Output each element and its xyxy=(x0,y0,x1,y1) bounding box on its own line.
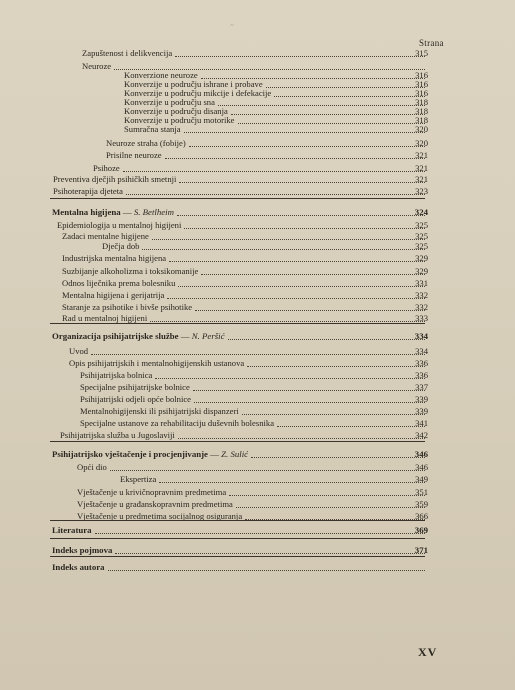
dot-leader xyxy=(228,333,425,340)
toc-entry-page: 320 xyxy=(415,138,428,148)
toc-entry-text: Mentalna higijena i gerijatrija xyxy=(62,290,165,300)
dot-leader xyxy=(201,72,425,79)
toc-entry-title xyxy=(69,358,244,369)
toc-entry-page: 325 xyxy=(415,241,428,251)
toc-entry xyxy=(77,499,428,510)
toc-section-text: Organizacija psihijatrijske službe xyxy=(52,331,179,341)
toc-entry-page: 346 xyxy=(415,462,428,472)
toc-entry-text: Psihoterapija djeteta xyxy=(53,186,123,196)
dot-leader xyxy=(277,420,425,427)
toc-entry-page: 316 xyxy=(415,79,428,89)
toc-entry-text: Opći dio xyxy=(77,462,107,472)
toc-entry-text: Sumračna stanja xyxy=(124,124,181,134)
dot-leader xyxy=(167,292,425,299)
toc-entry-text: Suzbijanje alkoholizma i toksikomanije xyxy=(62,266,199,276)
toc-entry-text: Preventiva dječjih psihičkih smetnji xyxy=(53,174,177,184)
toc-entry-page: 321 xyxy=(415,174,428,184)
toc-entry-text: Konverzije u području motorike xyxy=(124,115,235,125)
toc-entry-title xyxy=(69,346,88,357)
toc-entry-title xyxy=(62,278,175,289)
toc-entry-title xyxy=(80,394,191,405)
toc-entry xyxy=(62,290,428,301)
dot-leader xyxy=(123,165,425,172)
dot-leader xyxy=(152,233,425,240)
toc-section-text: Psihijatrijsko vještačenje i procjenjivanje xyxy=(52,449,208,459)
dot-leader xyxy=(179,176,425,183)
dot-leader xyxy=(245,513,425,520)
toc-entry-page: 325 xyxy=(415,231,428,241)
dot-leader xyxy=(251,451,425,458)
dot-leader xyxy=(247,360,425,367)
toc-entry-text: Epidemiologija u mentalnoj higijeni xyxy=(57,220,182,230)
toc-entry-text: Vještačenje u građanskopravnim predmetima xyxy=(77,499,233,509)
toc-entry-title xyxy=(57,220,181,231)
dot-leader xyxy=(218,99,425,106)
toc-entry-page: 337 xyxy=(415,382,428,392)
dot-leader xyxy=(229,489,425,496)
toc-entry xyxy=(57,220,428,231)
toc-section-text: Mentalna higijena xyxy=(52,207,121,217)
toc-section-page: 369 xyxy=(414,525,428,535)
toc-entry-page: 359 xyxy=(415,499,428,509)
toc-entry-title xyxy=(53,174,176,185)
dot-leader xyxy=(193,384,425,391)
toc-entry-title xyxy=(62,302,192,313)
toc-entry xyxy=(53,186,428,197)
dot-leader xyxy=(184,126,425,133)
toc-entry xyxy=(80,394,428,405)
toc-entry-text: Neuroze straha (fobije) xyxy=(106,138,186,148)
toc-entry-page: 318 xyxy=(415,106,428,116)
toc-entry-page: 329 xyxy=(415,266,428,276)
toc-entry-text: Opis psihijatrijskih i mentalnohigijenskih ustanova xyxy=(69,358,245,368)
toc-entry-page: 318 xyxy=(415,115,428,125)
dot-leader xyxy=(95,527,425,534)
dot-leader xyxy=(108,564,425,571)
toc-entry-title xyxy=(62,253,166,264)
toc-section-author: S. Betlheim xyxy=(133,207,174,217)
toc-entry xyxy=(77,462,428,473)
dot-leader xyxy=(155,372,425,379)
dot-leader xyxy=(189,140,425,147)
toc-entry-page: 320 xyxy=(415,124,428,134)
toc-section-title xyxy=(52,525,92,536)
toc-section-author: Z. Sulić xyxy=(221,449,249,459)
toc-section xyxy=(52,449,428,460)
section-divider xyxy=(50,538,425,539)
toc-section xyxy=(52,525,428,536)
toc-entry-title xyxy=(77,499,233,510)
toc-section xyxy=(52,331,428,342)
toc-entry-page: 323 xyxy=(415,186,428,196)
toc-entry-text: Dječja dob xyxy=(102,241,140,251)
toc-section xyxy=(52,562,428,573)
toc-entry-text: Industrijska mentalna higijena xyxy=(62,253,167,263)
toc-entry-page: 349 xyxy=(415,474,428,484)
section-divider xyxy=(50,441,425,442)
dot-leader xyxy=(266,81,425,88)
toc-entry-text: Konverzione neuroze xyxy=(124,70,198,80)
toc-entry xyxy=(62,253,428,264)
section-divider xyxy=(50,520,425,521)
toc-entry-page: 334 xyxy=(415,346,428,356)
toc-section-page: 324 xyxy=(414,207,428,217)
toc-entry-page: 315 xyxy=(415,48,428,58)
dot-leader xyxy=(194,396,425,403)
toc-section-text: Indeks pojmova xyxy=(52,545,113,555)
toc-entry-title xyxy=(80,418,274,429)
toc-entry xyxy=(120,474,428,485)
dot-leader xyxy=(110,464,425,471)
dot-leader xyxy=(242,408,425,415)
toc-entry-text: Psihijatrijska služba u Jugoslaviji xyxy=(60,430,175,440)
toc-entry xyxy=(106,150,428,161)
toc-entry-page: 333 xyxy=(415,313,428,323)
toc-entry xyxy=(80,418,428,429)
toc-entry-page: 329 xyxy=(415,253,428,263)
toc-entry-title xyxy=(80,406,239,417)
toc-entry-page: 321 xyxy=(415,150,428,160)
toc-entry-page: 342 xyxy=(415,430,428,440)
dot-leader xyxy=(236,501,425,508)
toc-entry-page: 366 xyxy=(415,511,428,521)
dot-leader xyxy=(274,90,425,97)
toc-entry-text: Konverzije u području disanja xyxy=(124,106,228,116)
toc-entry-text: Ekspertiza xyxy=(120,474,157,484)
toc-entry xyxy=(80,406,428,417)
toc-entry xyxy=(102,241,428,252)
toc-entry-text: Uvod xyxy=(69,346,89,356)
section-divider xyxy=(50,198,425,199)
toc-entry-text: Specijalne psihijatrijske bolnice xyxy=(80,382,190,392)
toc-entry-title xyxy=(93,163,120,174)
toc-entry-title xyxy=(62,290,164,301)
section-divider xyxy=(50,556,425,557)
dot-leader xyxy=(184,222,425,229)
toc-entry-text: Psihoze xyxy=(93,163,120,173)
dot-leader xyxy=(201,268,425,275)
toc-section-text: Indeks autora xyxy=(52,562,105,572)
dot-leader xyxy=(165,152,425,159)
dot-leader xyxy=(177,209,425,216)
toc-section-page: 346 xyxy=(414,449,428,459)
toc-entry xyxy=(60,430,428,441)
toc-entry-page: 316 xyxy=(415,88,428,98)
toc-entry-page: 339 xyxy=(415,394,428,404)
toc-entry-title xyxy=(106,138,186,149)
page-number: XV xyxy=(418,645,438,659)
toc-entry-text: Odnos liječnika prema bolesniku xyxy=(62,278,176,288)
toc-entry-page: 332 xyxy=(415,302,428,312)
toc-entry-text: Vještačenje u krivičnopravnim predmetima xyxy=(77,487,227,497)
author-separator: — xyxy=(207,449,222,459)
toc-entry-page: 351 xyxy=(415,487,428,497)
toc-entry-title xyxy=(106,150,162,161)
dot-leader xyxy=(178,280,425,287)
toc-entry-page: 341 xyxy=(415,418,428,428)
toc-entry-page: 321 xyxy=(415,163,428,173)
toc-entry xyxy=(69,346,428,357)
toc-section-author: N. Peršić xyxy=(191,331,225,341)
toc-entry xyxy=(80,370,428,381)
toc-entry-text: Neuroze xyxy=(82,61,112,71)
dot-leader xyxy=(195,304,425,311)
toc-entry-page: 332 xyxy=(415,290,428,300)
toc-section-title xyxy=(52,545,112,556)
toc-entry xyxy=(62,266,428,277)
toc-entry-title xyxy=(120,474,156,485)
page-mark: ´´ xyxy=(230,25,234,31)
dot-leader xyxy=(142,243,425,250)
toc-entry xyxy=(82,48,428,59)
toc-entry-text: Konverzije u području mikcije i defekacije xyxy=(124,88,272,98)
toc-entry-title xyxy=(53,186,123,197)
toc-entry-title xyxy=(82,48,172,59)
toc-entry-title xyxy=(124,124,181,135)
toc-entry-text: Zapuštenost i delikvencija xyxy=(82,48,173,58)
toc-entry-text: Mentalnohigijenski ili psihijatrijski dispanzeri xyxy=(80,406,239,416)
dot-leader xyxy=(231,108,425,115)
author-separator: — xyxy=(178,331,192,341)
section-divider xyxy=(50,323,425,324)
toc-entry-title xyxy=(82,61,111,72)
toc-entry-title xyxy=(62,266,198,277)
toc-entry-title xyxy=(77,462,107,473)
toc-entry-title xyxy=(80,370,152,381)
toc-section-title xyxy=(52,207,174,218)
toc-entry xyxy=(77,487,428,498)
toc-entry-page: 339 xyxy=(415,406,428,416)
dot-leader xyxy=(159,476,425,483)
toc-entry-page: 336 xyxy=(415,358,428,368)
toc-entry-text: Rad u mentalnoj higijeni xyxy=(62,313,148,323)
dot-leader xyxy=(178,432,425,439)
toc-entry xyxy=(93,163,428,174)
toc-entry-title xyxy=(102,241,139,252)
toc-entry-page: 325 xyxy=(415,220,428,230)
toc-entry-title xyxy=(60,430,175,441)
toc-entry xyxy=(69,358,428,369)
dot-leader xyxy=(114,63,425,70)
toc-entry xyxy=(124,124,428,135)
toc-entry xyxy=(53,174,428,185)
toc-entry-title xyxy=(77,487,226,498)
toc-entry xyxy=(62,302,428,313)
toc-entry-page: 318 xyxy=(415,97,428,107)
toc-entry-title xyxy=(80,382,190,393)
dot-leader xyxy=(126,188,425,195)
toc-entry-page: 336 xyxy=(415,370,428,380)
toc-entry-text: Psihijatrijski odjeli opće bolnice xyxy=(80,394,191,404)
toc-section-title xyxy=(52,449,248,460)
toc-entry-text: Vještačenje u predmetima socijalnog osiguranja xyxy=(77,511,243,521)
toc-entry-text: Specijalne ustanove za rehabilitaciju duševnih bolesnika xyxy=(80,418,275,428)
toc-section-page: 334 xyxy=(414,331,428,341)
toc-entry-text: Staranje za psihotike i bivše psihotike xyxy=(62,302,193,312)
toc-section xyxy=(52,545,428,556)
toc-entry-text: Konverzije u području ishrane i probave xyxy=(124,79,263,89)
toc-entry xyxy=(62,278,428,289)
toc-section-title xyxy=(52,562,105,573)
toc-entry-text: Prisilne neuroze xyxy=(106,150,162,160)
dot-leader xyxy=(91,348,425,355)
toc-entry-text: Psihijatrijska bolnica xyxy=(80,370,153,380)
page-column-header: Strana xyxy=(419,38,444,48)
toc-section xyxy=(52,207,428,218)
dot-leader xyxy=(238,117,426,124)
dot-leader xyxy=(150,315,425,322)
dot-leader xyxy=(169,255,425,262)
toc-section-text: Literatura xyxy=(52,525,92,535)
toc-entry-page: 331 xyxy=(415,278,428,288)
author-separator: — xyxy=(120,207,134,217)
toc-entry-page: 316 xyxy=(415,70,428,80)
toc-entry-text: Zadaci mentalne higijene xyxy=(62,231,149,241)
toc-section-page: 371 xyxy=(414,545,428,555)
toc-entry xyxy=(106,138,428,149)
toc-section-title xyxy=(52,331,225,342)
dot-leader xyxy=(175,50,425,57)
dot-leader xyxy=(115,547,425,554)
toc-entry-text: Konverzije u području sna xyxy=(124,97,215,107)
toc-entry xyxy=(80,382,428,393)
